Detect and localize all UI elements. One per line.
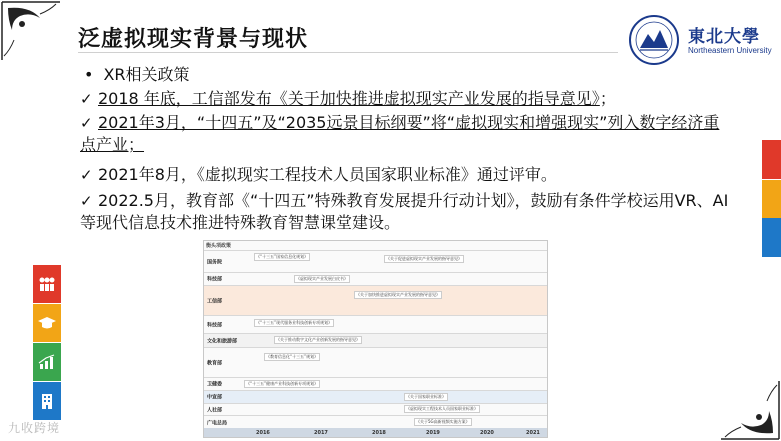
- table-row: [204, 403, 547, 415]
- accent-tile-red: [762, 140, 781, 179]
- year-label: 2018: [372, 430, 386, 436]
- title-divider: [78, 52, 618, 53]
- row-label: 科技部: [207, 276, 223, 283]
- row-label: 工信部: [207, 298, 223, 304]
- policy-note: 《关于5G高新视频实施方案》: [416, 419, 470, 424]
- university-name-en: Northeastern University: [688, 46, 772, 55]
- table-row: [204, 415, 547, 429]
- accent-tile-orange: [762, 180, 781, 219]
- row-label: 教育部: [207, 360, 223, 366]
- row-label: 国务院: [207, 259, 223, 265]
- policy-note: 《关于加快推进虚拟现实产业发展的指导意见》: [356, 292, 440, 297]
- policy-text: ；: [599, 89, 616, 108]
- bullet-label: XR相关政策: [103, 65, 190, 84]
- policy-item: [80, 164, 730, 186]
- corner-ornament-bottom-right: [711, 371, 781, 441]
- table-header: 衡头项政策: [206, 243, 232, 249]
- policy-note: 《虚拟现实工程技术人员国家职业标准》: [406, 406, 478, 411]
- policy-note: 《关于推动数字文化产业创新发展的指导意见》: [276, 337, 360, 342]
- policy-item: [80, 112, 730, 156]
- year-label: 2020: [480, 430, 494, 436]
- slide-title: 泛虚拟现实背景与现状: [78, 27, 309, 52]
- policy-note: 《关于国家职业标准》: [406, 394, 446, 399]
- year-label: 2019: [426, 430, 440, 436]
- policy-timeline-table: [203, 240, 548, 438]
- policy-text-underlined: 2021年3月，“十四五”及“2035远景目标纲要”将“虚拟现实和增强现实”列入数字经济重点产业；: [80, 113, 720, 154]
- policy-note: 《“十三五”现代服务业科技创新专项规划》: [256, 320, 333, 325]
- timeline-year-axis: [204, 428, 547, 437]
- table-row: [204, 285, 547, 315]
- policy-text: 2021年8月，《虚拟现实工程技术人员国家职业标准》通过评审。: [98, 165, 557, 184]
- row-label: 卫健委: [207, 381, 223, 388]
- row-label: 中宣部: [207, 394, 223, 401]
- bullet-dot-icon: •: [84, 65, 94, 84]
- graduation-cap-icon: [33, 304, 61, 342]
- table-row: [204, 333, 547, 347]
- corner-ornament-top-left: [0, 0, 70, 70]
- policy-item: [80, 190, 730, 234]
- row-label: 广电总局: [207, 420, 228, 426]
- building-icon: [33, 382, 61, 420]
- policy-text: 2022.5月，教育部《“十四五”特殊教育发展提升行动计划》，鼓励有条件学校运用VR、AI等现代信息技术推进特殊教育智慧课堂建设。: [80, 191, 729, 232]
- table-row: [204, 390, 547, 403]
- section-bullet: [84, 62, 190, 85]
- check-icon: ✓: [80, 192, 93, 210]
- row-label: 文化和旅游部: [207, 338, 238, 344]
- policy-note: 《教育信息化“十三五”规划》: [266, 354, 319, 359]
- university-name-cn: 東北大學: [688, 27, 760, 47]
- table-row: [204, 347, 547, 377]
- policy-note: 《“十三五”健康产业科技创新专项规划》: [246, 381, 319, 386]
- policy-text-underlined: 2018 年底，工信部发布《关于加快推进虚拟现实产业发展的指导意见》: [98, 89, 600, 108]
- year-label: 2016: [256, 430, 270, 436]
- watermark: 九收跨境: [8, 421, 61, 435]
- policy-note: 《“十三五”国家信息化规划》: [256, 254, 309, 259]
- year-label: 2021: [526, 430, 540, 436]
- year-label: 2017: [314, 430, 328, 436]
- check-icon: ✓: [80, 114, 93, 132]
- policy-note: 《关于促进虚拟现实产业发展的指导意见》: [386, 256, 462, 261]
- growth-chart-icon: [33, 343, 61, 381]
- row-label: 科技部: [207, 322, 223, 328]
- policy-note: 《虚拟现实产业发展白皮书》: [296, 276, 348, 281]
- check-icon: ✓: [80, 90, 93, 108]
- people-icon: [33, 265, 61, 303]
- policy-item: [80, 88, 680, 110]
- check-icon: ✓: [80, 166, 93, 184]
- row-label: 人社部: [207, 407, 223, 413]
- accent-tile-blue: [762, 218, 781, 257]
- table-row: [204, 272, 547, 285]
